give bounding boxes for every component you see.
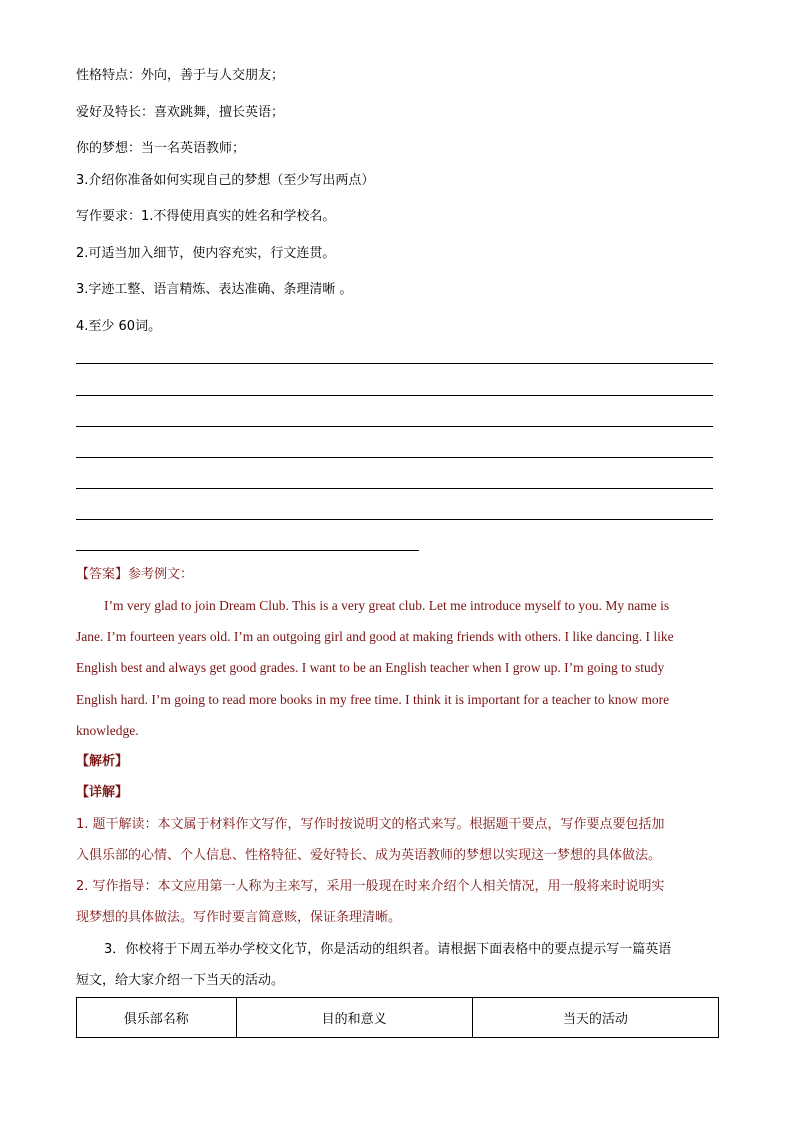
- answer-writing-line: [76, 426, 713, 427]
- hobby-line: 爱好及特长：喜欢跳舞，擅长英语；: [76, 105, 285, 120]
- activity-table: [76, 997, 719, 1038]
- writing-requirement-4: 4.至少 60词。: [76, 319, 162, 334]
- table-header-club-name: 俱乐部名称: [77, 998, 237, 1038]
- answer-writing-line: [76, 363, 713, 364]
- writing-requirement-1: 写作要求：1.不得使用真实的姓名和学校名。: [76, 209, 336, 224]
- analysis-heading: 【解析】: [76, 754, 129, 769]
- writing-requirement-3: 3.字迹工整、语言精炼、表达准确、条理清晰 。: [76, 282, 353, 297]
- plan-line: 3.介绍你准备如何实现自己的梦想（至少写出两点）: [76, 173, 375, 188]
- answer-writing-line: [76, 457, 713, 458]
- answer-writing-line-short: [76, 550, 419, 551]
- sample-essay-line: knowledge.: [76, 723, 139, 738]
- table-header-activities: 当天的活动: [472, 998, 718, 1038]
- answer-writing-line: [76, 488, 713, 489]
- sample-essay-line: English hard. I’m going to read more books in my free time. I think it is important for a teacher to know more: [76, 692, 670, 707]
- dream-line: 你的梦想：当一名英语教师；: [76, 141, 246, 156]
- sample-essay-line: I’m very glad to join Dream Club. This is a very great club. Let me introduce myself to you. My name is: [104, 598, 670, 613]
- answer-writing-line: [76, 519, 713, 520]
- analysis-point-1: 1. 题干解读：本文属于材料作文写作，写作时按说明文的格式来写。根据题干要点，写作要点要包括加: [76, 817, 665, 832]
- table-header-row: [77, 998, 719, 1038]
- sample-essay-line: English best and always get good grades. I want to be an English teacher when I grow up. I’m going to study: [76, 660, 665, 675]
- analysis-point-1-cont: 入俱乐部的心情、个人信息、性格特征、爱好特长、成为英语教师的梦想以实现这一梦想的具体做法。: [76, 848, 662, 863]
- sample-essay-line: Jane. I’m fourteen years old. I’m an outgoing girl and good at making friends with others. I like dancing. I like: [76, 629, 674, 644]
- question-3-prompt-cont: 短文，给大家介绍一下当天的活动。: [76, 973, 285, 988]
- table-header-purpose: 目的和意义: [236, 998, 472, 1038]
- personality-line: 性格特点：外向，善于与人交朋友；: [76, 68, 285, 83]
- writing-requirement-2: 2.可适当加入细节，使内容充实，行文连贯。: [76, 246, 336, 261]
- detail-heading: 【详解】: [76, 785, 129, 800]
- analysis-point-2-cont: 现梦想的具体做法。写作时要言简意赅，保证条理清晰。: [76, 910, 402, 925]
- analysis-point-2: 2. 写作指导：本文应用第一人称为主来写，采用一般现在时来介绍个人相关情况，用一般将来时说明实: [76, 879, 665, 894]
- answer-writing-line: [76, 395, 713, 396]
- question-3-prompt: 3．你校将于下周五举办学校文化节，你是活动的组织者。请根据下面表格中的要点提示写一篇英语: [104, 942, 672, 957]
- answer-heading: 【答案】参考例文：: [76, 567, 194, 582]
